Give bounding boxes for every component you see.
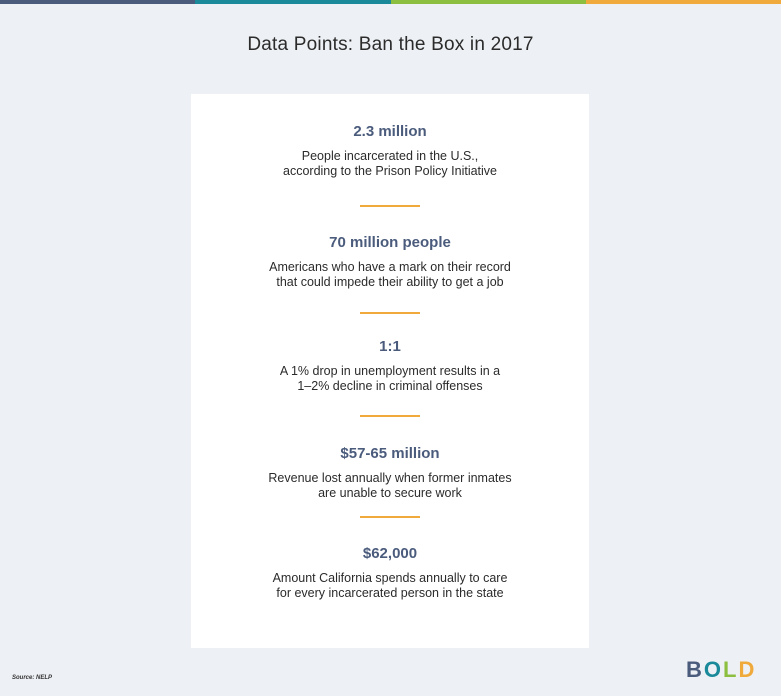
top-bar-segment-orange xyxy=(586,0,781,4)
stat-item xyxy=(191,338,589,394)
logo-letter: D xyxy=(738,657,757,682)
stat-value: $57-65 million xyxy=(340,445,440,462)
stat-description-line: Americans who have a mark on their record xyxy=(269,260,511,274)
stat-description-line: People incarcerated in the U.S., xyxy=(301,149,479,163)
page-title: Data Points: Ban the Box in 2017 xyxy=(247,34,534,55)
stat-description xyxy=(191,571,589,601)
stat-value: 2.3 million xyxy=(353,123,427,140)
stat-description xyxy=(191,260,589,290)
logo-letter: B xyxy=(686,657,704,682)
divider xyxy=(360,205,420,207)
stat-item xyxy=(191,123,589,179)
stat-description-line: Amount California spends annually to care xyxy=(272,571,508,585)
bold-logo xyxy=(686,657,756,683)
divider xyxy=(360,415,420,417)
top-bar-segment-navy xyxy=(0,0,195,4)
stat-description xyxy=(191,471,589,501)
stat-description-line: for every incarcerated person in the state xyxy=(276,586,504,600)
stat-description xyxy=(191,149,589,179)
stat-description-line: Revenue lost annually when former inmates xyxy=(268,471,512,485)
stat-description-line: A 1% drop in unemployment results in a xyxy=(279,364,501,378)
stat-value: 70 million people xyxy=(329,234,451,251)
stat-item xyxy=(191,445,589,501)
stat-item xyxy=(191,234,589,290)
top-bar-segment-green xyxy=(391,0,586,4)
stats-card xyxy=(191,94,589,648)
logo-letter: L xyxy=(723,657,739,682)
stat-value: 1:1 xyxy=(379,338,401,355)
top-color-bar xyxy=(0,0,781,4)
stat-description-line: according to the Prison Policy Initiative xyxy=(283,164,497,178)
stat-value: $62,000 xyxy=(362,545,418,562)
stat-description xyxy=(191,364,589,394)
divider xyxy=(360,312,420,314)
stat-description-line: are unable to secure work xyxy=(318,486,462,500)
source-note: Source: NELP xyxy=(12,675,53,681)
divider xyxy=(360,516,420,518)
top-bar-segment-teal xyxy=(195,0,390,4)
stat-description-line: 1–2% decline in criminal offenses xyxy=(297,379,483,393)
stat-description-line: that could impede their ability to get a job xyxy=(276,275,504,289)
stat-item xyxy=(191,545,589,601)
logo-letter: O xyxy=(703,657,724,682)
